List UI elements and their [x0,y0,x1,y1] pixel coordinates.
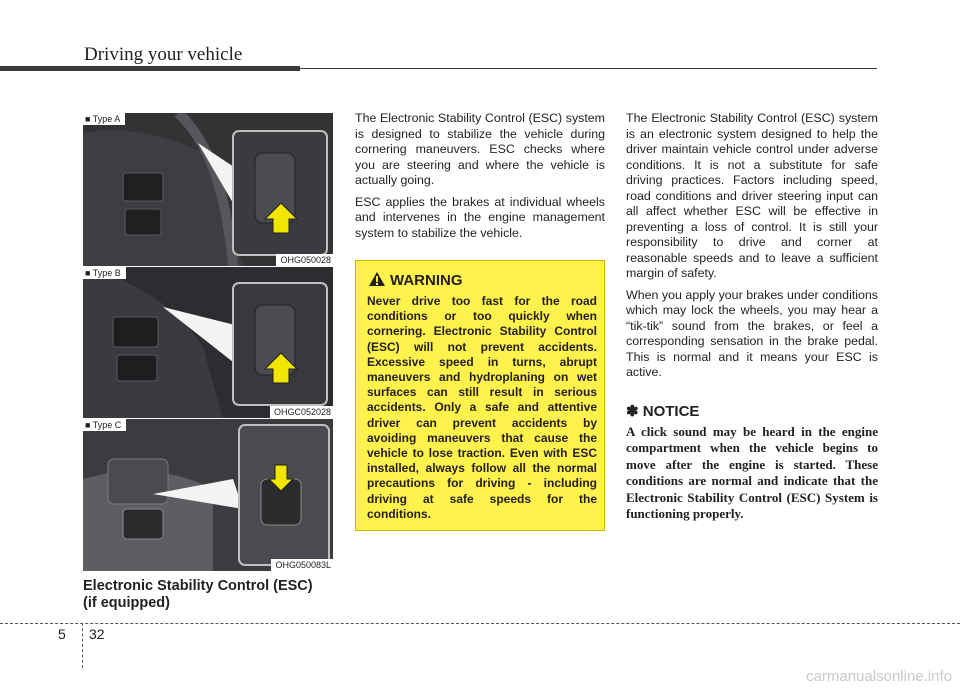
figure-type-a [83,113,333,266]
section-number: 5 [58,626,66,642]
dashboard-switch-photo-b [83,267,333,418]
paragraph: ESC applies the brakes at individual wheels and intervenes in the engine management system to stabilize the vehicle. [355,194,605,240]
figure-type-label: ■ Type A [83,113,125,125]
figure-caption [83,578,343,612]
footer-divider [82,623,83,668]
warning-title: WARNING [390,272,463,289]
footer-rule [0,623,960,624]
notice-text: A click sound may be heard in the engine compartment when the vehicle begins to move after the engine is started. These conditions are normal and indicate that the Electronic Stability Control (ESC) System is functioning properly. [626,424,878,522]
caption-line-2: (if equipped) [83,595,170,611]
caption-line-1: Electronic Stability Control (ESC) [83,578,313,594]
column-3-text [626,111,878,387]
warning-box [355,260,605,531]
paragraph: The Electronic Stability Control (ESC) system is designed to stabilize the vehicle during cornering maneuvers. ESC checks where you are steering and where the vehicle is actually going. [355,111,605,187]
figure-code: OHG050028 [276,254,333,266]
console-switch-photo-c [83,419,333,571]
figure-code: OHG050083L [271,559,333,571]
page-number: 32 [89,626,105,642]
paragraph: The Electronic Stability Control (ESC) system is an electronic system designed to help the driver maintain vehicle control under adverse conditions. It is not a substitute for safe driving practices. Factors including speed, road conditions and driver steering input can all affect whether ESC will be effective in preventing a loss of control. It is still your responsibility to drive and corner at reasonable speeds and to leave a sufficient margin of safety. [626,111,878,280]
notice-title: ✽ NOTICE [626,403,700,420]
warning-heading [368,271,463,289]
figure-type-b [83,267,333,418]
figure-type-label: ■ Type C [83,419,126,431]
warning-text: Never drive too fast for the road conditions or too quickly when cornering. Electronic Stability Control (ESC) will not prevent accidents. Excessive speed in turns, abrupt maneuvers and hydroplaning on wet surfaces can still result in serious accidents. Only a safe and attentive driver can prevent accidents by avoiding maneuvers that cause the vehicle to lose traction. Even with ESC installed, always follow all the normal precautions for driving - including driving at safe speeds for the conditions. [367,294,597,521]
header-bar [0,66,300,71]
figure-code: OHGC052028 [270,406,333,418]
paragraph: When you apply your brakes under conditions which may lock the wheels, you may hear a “tik-tik” sound from the brakes, or feel a corresponding sensation in the brake pedal. This is normal and it means your ESC is active. [626,287,878,379]
figure-type-c [83,419,333,571]
warning-triangle-icon [368,271,386,287]
header-rule [300,68,877,69]
page-header-title: Driving your vehicle [84,44,243,65]
column-2-text [355,111,605,247]
figure-type-label: ■ Type B [83,267,126,279]
watermark: carmanualsonline.info [806,668,952,685]
dashboard-switch-photo-a [83,113,333,266]
